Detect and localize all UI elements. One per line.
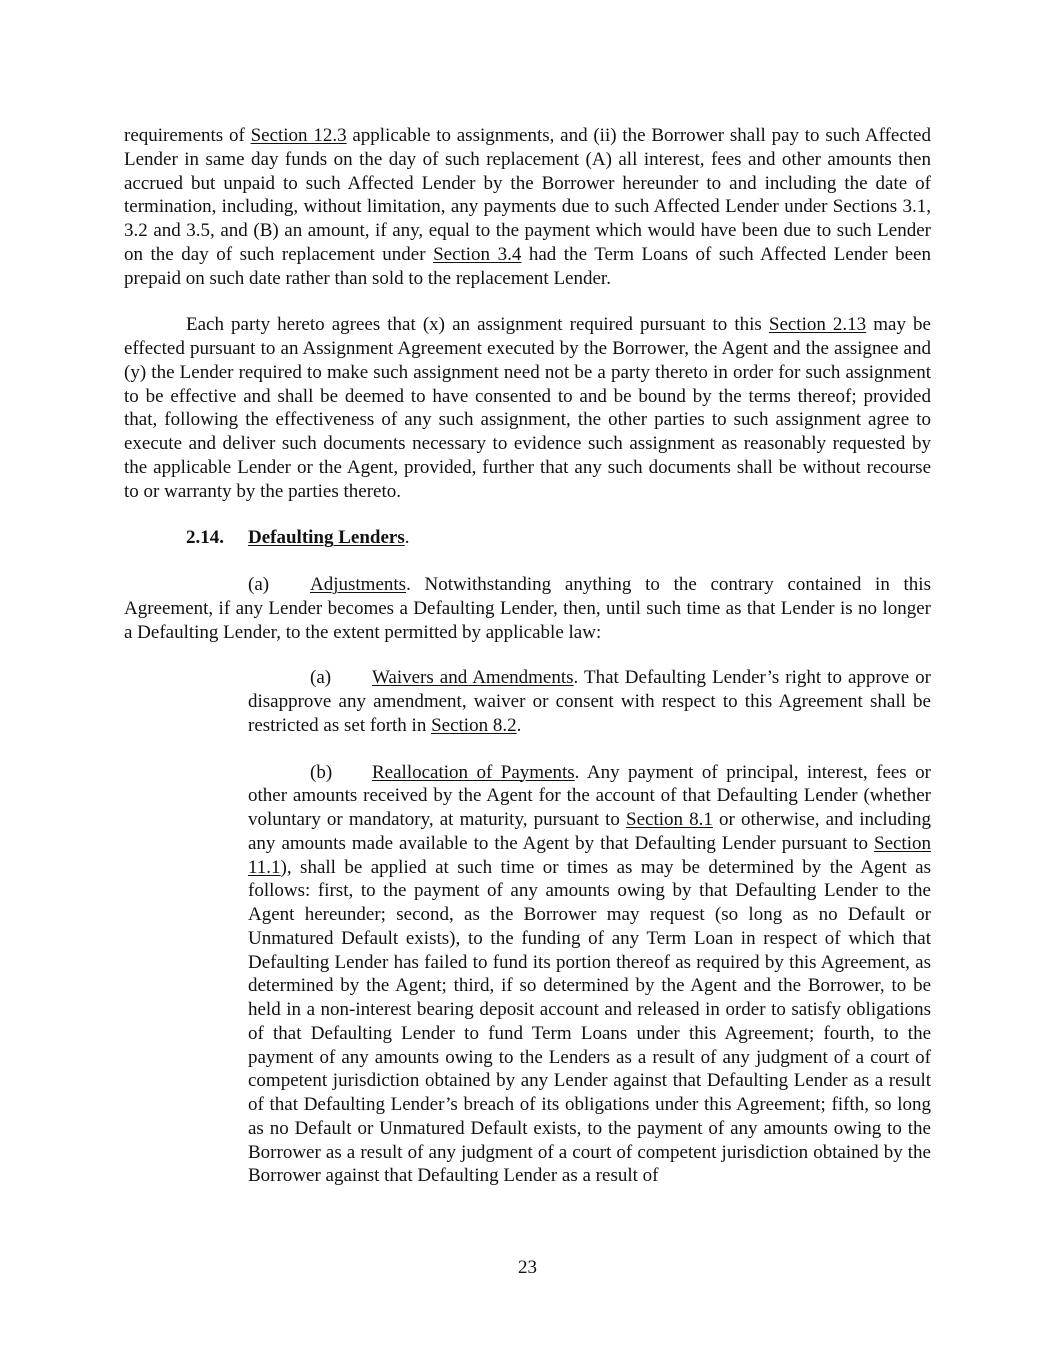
section-12-3-reference: Section 12.3 [250, 125, 347, 146]
subsection-title: Adjustments [310, 574, 407, 595]
page-number: 23 [518, 1257, 537, 1278]
section-2-13-reference: Section 2.13 [768, 314, 867, 336]
clause-title: Waivers and Amendments [372, 667, 574, 689]
clause-label: (b) [310, 761, 333, 783]
paragraph-replacement-terms: requirements of Section 12.3 applicable to assignments, and (ii) the Borrower shall pay to such Affected Lender in same day funds on the day of such replacement (A) all interest, fees and other amounts then accrued but unpaid to such Affected Lender by the Borrower hereunder to and including the date of termination, including, without limitation, any payments due to such Affected Lender under Sections 3.1, 3.2 and 3.5, and (B) an amount, if any, equal to the payment which would have been due to such Lender on the day of such replacement under Section 3.4 had the Term Loans of such Affected Lender been prepaid on such date rather than sold to the replacement Lender. [124, 125, 931, 289]
document-page [124, 124, 931, 1188]
section-8-1-reference: Section 8.1 [626, 809, 713, 830]
section-3-4-reference: Section 3.4 [433, 243, 522, 265]
subsection-adjustments: (a) Adjustments. Notwithstanding anything to the contrary contained in this Agreement, if any Lender becomes a Defaulting Lender, then, until such time as that Lender is no longer a Defaulting Lender, to the extent permitted by applicable law: [124, 574, 931, 643]
section-8-2-reference: Section 8.2 [431, 714, 517, 736]
clause-reallocation-payments: (b) Reallocation of Payments. Any payment of principal, interest, fees or other amounts received by the Agent for the account of that Defaulting Lender (whether voluntary or mandatory, at maturity, pursuant to Section 8.1 or otherwise, and including any amounts made available to the Agent by that Defaulting Lender pursuant to Section 11.1), shall be applied at such time or times as may be determined by the Agent as follows: first, to the payment of any amounts owing by that Defaulting Lender to the Agent hereunder; second, as the Borrower may request (so long as no Default or Unmatured Default exists), to the funding of any Term Loan in respect of which that Defaulting Lender has failed to fund its portion thereof as required by this Agreement, as determined by the Agent; third, if so determined by the Agent and the Borrower, to be held in a non-interest bearing deposit account and released in order to satisfy obligations of that Defaulting Lender to fund Term Loans under this Agreement; fourth, to the payment of any amounts owing to the Lenders as a result of any judgment of a court of competent jurisdiction obtained by any Lender against that Defaulting Lender as a result of that Defaulting Lender’s breach of its obligations under this Agreement; fifth, so long as no Default or Unmatured Default exists, to the payment of any amounts owing to the Borrower as a result of any judgment of a court of competent jurisdiction obtained by the Borrower against that Defaulting Lender as a result of [248, 761, 931, 1187]
section-heading: 2.14. Defaulting Lenders. [186, 527, 410, 549]
section-11-1-reference: Section 11.1 [248, 832, 931, 878]
clause-label: (a) [310, 667, 332, 689]
section-number: 2.14. [186, 527, 224, 549]
paragraph-assignment-agreement: Each party hereto agrees that (x) an assignment required pursuant to this Section 2.13 may be effected pursuant to an Assignment Agreement executed by the Borrower, the Agent and the assignee and (y) the Lender required to make such assignment need not be a party thereto in order for such assignment to be effective and shall be deemed to have consented to and be bound by the terms thereof; provided that, following the effectiveness of any such assignment, the other parties to such assignment agree to execute and deliver such documents necessary to evidence such assignment as reasonably requested by the applicable Lender or the Agent, provided, further that any such documents shall be without recourse to or warranty by the parties thereto. [124, 314, 931, 502]
indented-clauses [248, 666, 931, 1188]
clause-waivers-amendments: (a) Waivers and Amendments. That Defaulting Lender’s right to approve or disapprove any amendment, waiver or consent with respect to this Agreement shall be restricted as set forth in Section 8.2. [248, 667, 932, 736]
clause-title: Reallocation of Payments [372, 761, 575, 783]
section-title: Defaulting Lenders [248, 527, 405, 549]
subsection-label: (a) [248, 574, 270, 595]
